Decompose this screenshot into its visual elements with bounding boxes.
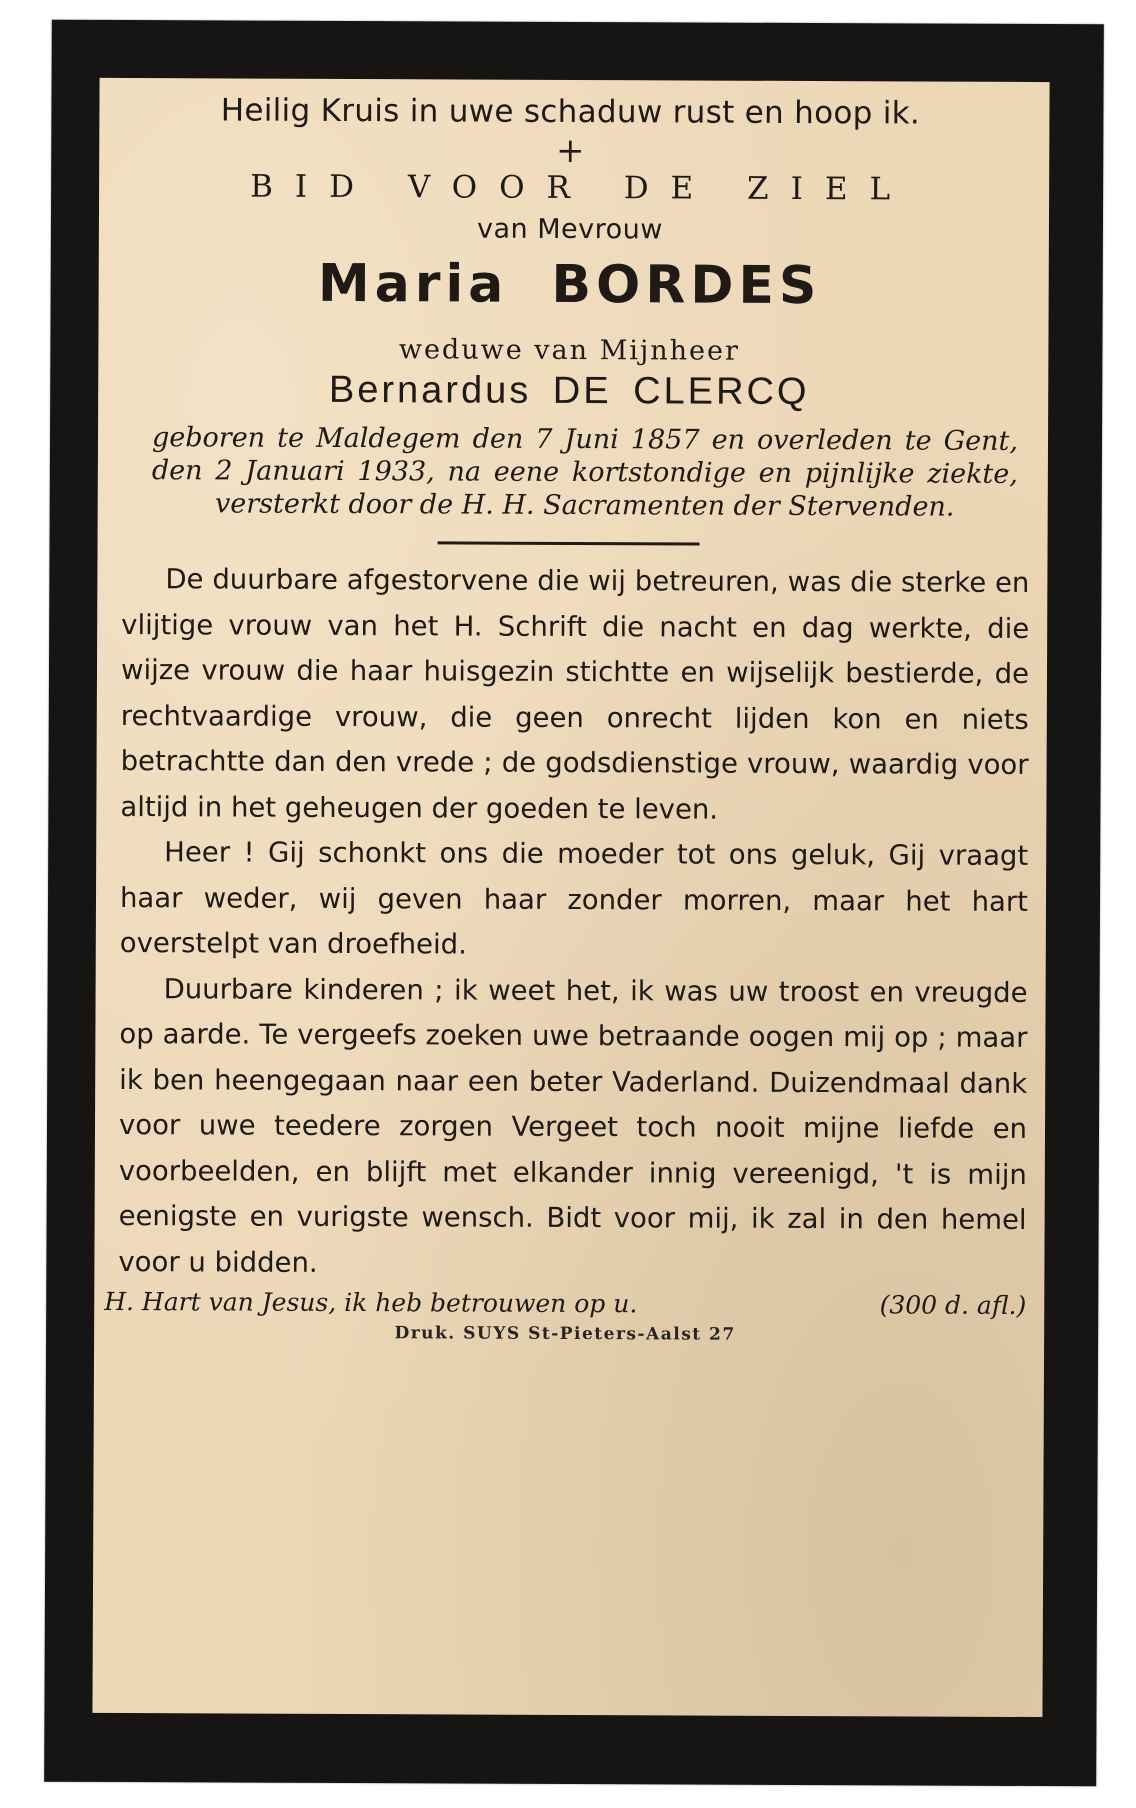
widow-line: weduwe van Mijnheer — [398, 334, 741, 367]
motto: Heilig Kruis in uwe schaduw rust en hoop ik. — [220, 92, 921, 132]
body-text — [118, 557, 1029, 1289]
divider — [438, 541, 700, 545]
pray-line: BID VOOR DE ZIEL — [250, 168, 913, 208]
printer-imprint: Druk. SUYS St-Pieters-Aalst 27 — [394, 1323, 736, 1345]
husband-name: Bernardus DE CLERCQ — [328, 368, 810, 414]
paragraph: Duurbare kinderen ; ik weet het, ik was uw troost en vreugde op aarde. Te vergeefs zoeken uwe betraande oogen mij op ; maar ik ben heengegaan naar een beter Vaderland. Duizendmaal dank voor uwe teedere zorgen Vergeet toch nooit mijne liefde en voorbeelden, en blijft met elkander innig vereenigd, 't is mijn eenigste en vurigste wensch. Bidt voor mij, ik zal in den hemel voor u bidden. — [118, 972, 1028, 1279]
closing-line — [104, 1287, 1026, 1320]
deceased-name: Maria BORDES — [317, 253, 822, 317]
birth-death-text: geboren te Maldegem den 7 Juni 1857 en overleden te Gent, den 2 Januari 1933, na eene kortstondige en pijnlijke ziekte, versterkt door de H. H. Sacramenten der Stervenden. — [151, 422, 1019, 523]
title-line: van Mevrouw — [476, 213, 663, 246]
card-paper — [92, 78, 1049, 1717]
paragraph: Heer ! Gij schonkt ons die moeder tot ons geluk, Gij vraagt haar weder, wij geven haar zonder morren, maar het hart overstelpt van droefheid. — [119, 836, 1029, 961]
memorial-card — [44, 20, 1104, 1787]
cross-icon: + — [555, 130, 585, 172]
paragraph: De duurbare afgestorvene die wij betreuren, was die sterke en vlijtige vrouw van het H. Schrift die nacht en dag werkte, die wijze vrouw die haar huisgezin stichtte en wijselijk bestierde, de rechtvaardige vrouw, die geen onrecht lijden kon en niets betrachtte dan den vrede ; de godsdienstige vrouw, waardig voor altijd in het geheugen der goeden te leven. — [120, 563, 1030, 826]
closing-prayer: H. Hart van Jesus, ik heb betrouwen op u. — [104, 1286, 638, 1319]
indulgence-note: (300 d. afl.) — [879, 1290, 1027, 1320]
